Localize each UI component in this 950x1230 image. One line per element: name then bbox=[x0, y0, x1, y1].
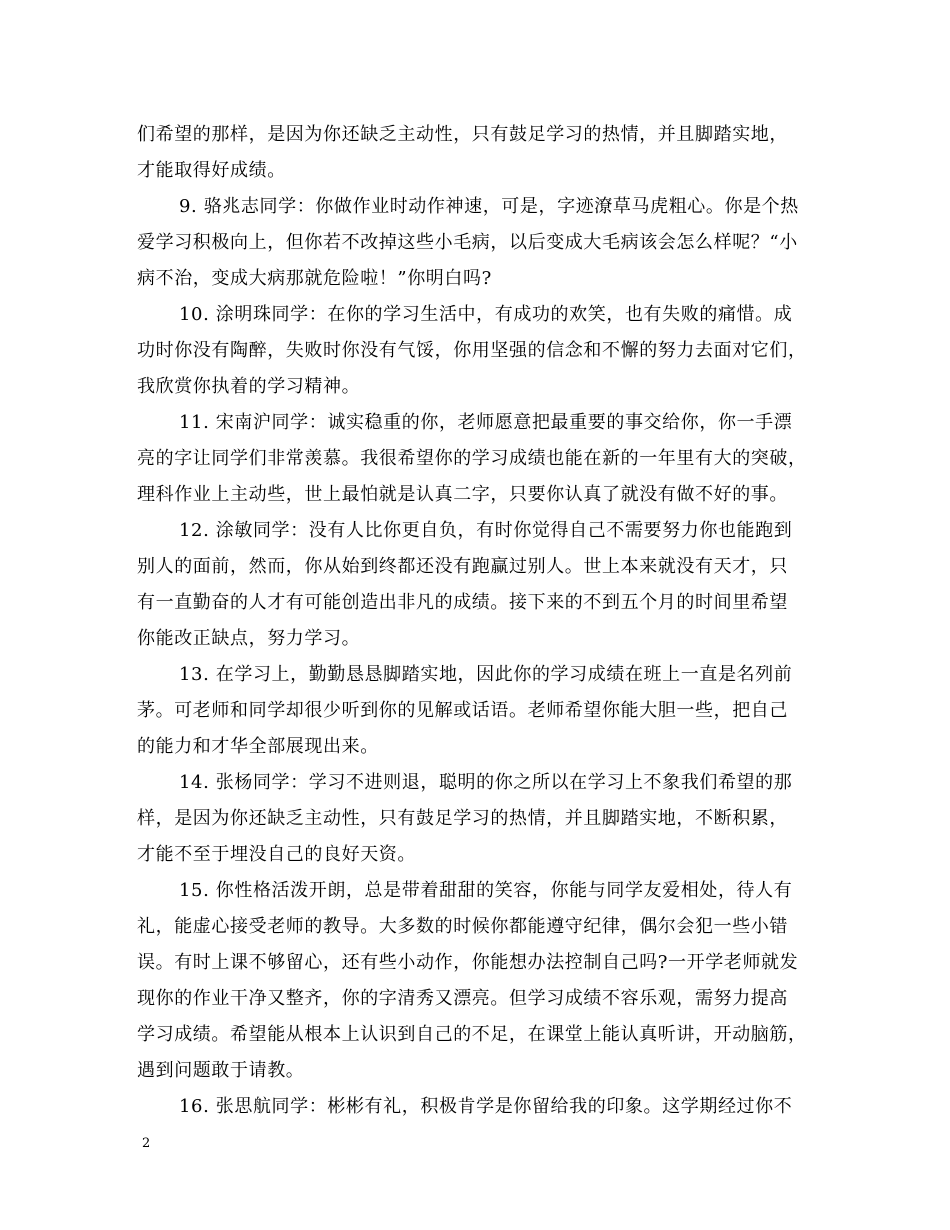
paragraph-line: 遇到问题敢于请教。 bbox=[137, 1060, 305, 1081]
paragraph-line: 我欣赏你执着的学习精神。 bbox=[137, 376, 361, 397]
paragraph-line: 15. 你性格活泼开朗，总是带着甜甜的笑容，你能与同学友爱相处，待人有 bbox=[179, 880, 793, 901]
paragraph-line: 12. 涂敏同学：没有人比你更自负，有时你觉得自己不需要努力你也能跑到 bbox=[179, 520, 793, 541]
paragraph-line: 10. 涂明珠同学：在你的学习生活中，有成功的欢笑，也有失败的痛惜。成 bbox=[179, 304, 793, 325]
document-body bbox=[137, 117, 817, 1125]
paragraph-line: 有一直勤奋的人才有可能创造出非凡的成绩。接下来的不到五个月的时间里希望 bbox=[137, 592, 788, 613]
paragraph-line: 功时你没有陶醉，失败时你没有气馁，你用坚强的信念和不懈的努力去面对它们， bbox=[137, 340, 807, 361]
paragraph-line: 别人的面前，然而，你从始到终都还没有跑赢过别人。世上本来就没有天才，只 bbox=[137, 556, 788, 577]
paragraph-line: 14. 张杨同学：学习不进则退，聪明的你之所以在学习上不象我们希望的那 bbox=[179, 772, 793, 793]
paragraph-line: 礼，能虚心接受老师的教导。大多数的时候你都能遵守纪律，偶尔会犯一些小错 bbox=[137, 916, 788, 937]
paragraph-line: 样，是因为你还缺乏主动性，只有鼓足学习的热情，并且脚踏实地，不断积累， bbox=[137, 808, 788, 829]
page-number: 2 bbox=[142, 1136, 151, 1151]
paragraph-line: 才能取得好成绩。 bbox=[137, 160, 286, 181]
paragraph-line: 13. 在学习上，勤勤恳恳脚踏实地，因此你的学习成绩在班上一直是名列前 bbox=[179, 664, 793, 685]
paragraph-line: 爱学习积极向上，但你若不改掉这些小毛病，以后变成大毛病该会怎么样呢？“小 bbox=[137, 232, 798, 253]
paragraph-line: 学习成绩。希望能从根本上认识到自己的不足，在课堂上能认真听讲，开动脑筋， bbox=[137, 1024, 807, 1045]
paragraph-line: 们希望的那样，是因为你还缺乏主动性，只有鼓足学习的热情，并且脚踏实地， bbox=[137, 124, 788, 145]
paragraph-line: 才能不至于埋没自己的良好天资。 bbox=[137, 844, 416, 865]
paragraph-line: 11. 宋南沪同学：诚实稳重的你，老师愿意把最重要的事交给你，你一手漂 bbox=[179, 412, 793, 433]
paragraph-line: 误。有时上课不够留心，还有些小动作，你能想办法控制自己吗?一开学老师就发 bbox=[137, 952, 799, 973]
paragraph-line: 你能改正缺点，努力学习。 bbox=[137, 628, 361, 649]
paragraph-line: 现你的作业干净又整齐，你的字清秀又漂亮。但学习成绩不容乐观，需努力提高 bbox=[137, 988, 788, 1009]
paragraph-line: 亮的字让同学们非常羡慕。我很希望你的学习成绩也能在新的一年里有大的突破， bbox=[137, 448, 807, 469]
paragraph-line: 理科作业上主动些，世上最怕就是认真二字，只要你认真了就没有做不好的事。 bbox=[137, 484, 788, 505]
paragraph-line: 16. 张思航同学：彬彬有礼，积极肯学是你留给我的印象。这学期经过你不 bbox=[179, 1096, 793, 1117]
paragraph-line: 的能力和才华全部展现出来。 bbox=[137, 736, 379, 757]
paragraph-line: 9. 骆兆志同学：你做作业时动作神速，可是，字迹潦草马虎粗心。你是个热 bbox=[179, 196, 799, 217]
paragraph-line: 病不治，变成大病那就危险啦！”你明白吗? bbox=[137, 268, 492, 289]
paragraph-line: 茅。可老师和同学却很少听到你的见解或话语。老师希望你能大胆一些，把自己 bbox=[137, 700, 788, 721]
